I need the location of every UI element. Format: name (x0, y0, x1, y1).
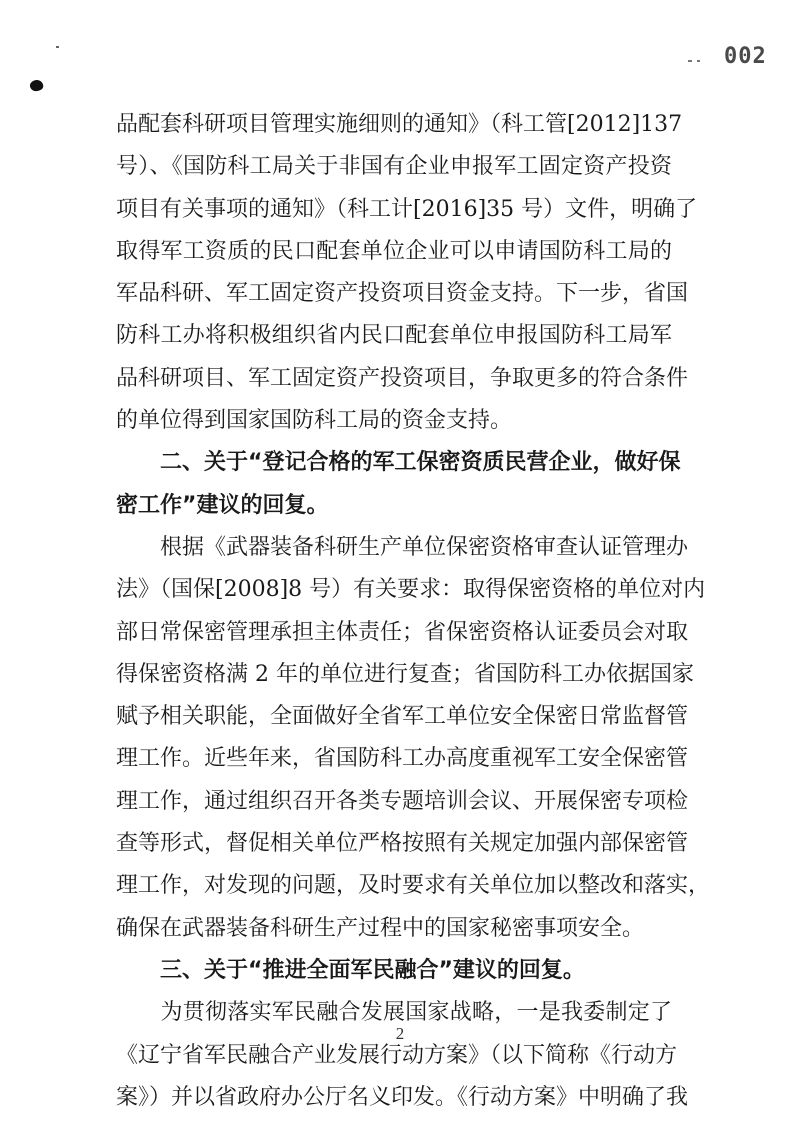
text-line: 项目有关事项的通知》（科工计[2016]35 号）文件，明确了 (116, 196, 698, 222)
page-number: 2 (395, 1024, 405, 1043)
text-line: 查等形式，督促相关单位严格按照有关规定加强内部保密管 (116, 831, 689, 857)
section-heading-2: 二、关于“登记合格的军工保密资质民营企业，做好保 (116, 450, 681, 476)
text-line: 根据《武器装备科研生产单位保密资格审查认证管理办 (116, 534, 689, 560)
text-line: 军品科研、军工固定资产投资项目资金支持。下一步，省国 (116, 281, 689, 307)
text-line: 赋予相关职能，全面做好全省军工单位安全保密日常监督管 (116, 704, 689, 730)
scan-speck (56, 46, 59, 48)
text-line: 品科研项目、军工固定资产投资项目，争取更多的符合条件 (116, 365, 689, 391)
text-line: 取得军工资质的民口配套单位企业可以申请国防科工局的 (116, 238, 672, 264)
text-line: 法》（国保[2008]8 号）有关要求：取得保密资格的单位对内 (116, 577, 706, 603)
text-line: 为贯彻落实军民融合发展国家战略，一是我委制定了 (116, 1000, 672, 1026)
text-line: 理工作，对发现的问题，及时要求有关单位加以整改和落实， (116, 873, 711, 899)
text-line: 案》）并以省政府办公厅名义印发。《行动方案》中明确了我 (116, 1084, 689, 1110)
document-body (116, 104, 711, 1119)
page-stamp-number: 002 (724, 44, 767, 69)
text-line: 防科工办将积极组织省内民口配套单位申报国防科工局军 (116, 323, 672, 349)
punch-hole-mark (29, 79, 44, 93)
text-line: 理工作。近些年来，省国防科工办高度重视军工安全保密管 (116, 746, 689, 772)
text-line: 确保在武器装备科研生产过程中的国家秘密事项安全。 (116, 915, 645, 941)
text-line: 得保密资格满 2 年的单位进行复查；省国防科工办依据国家 (116, 661, 694, 687)
section-heading-2-cont: 密工作”建议的回复。 (116, 492, 329, 518)
text-line: 品配套科研项目管理实施细则的通知》（科工管[2012]137 (116, 112, 683, 137)
scan-speck (697, 60, 700, 62)
section-heading-3: 三、关于“推进全面军民融合”建议的回复。 (116, 957, 585, 983)
text-line: 《辽宁省军民融合产业发展行动方案》（以下简称《行动方 (116, 1042, 678, 1068)
scan-speck (688, 60, 692, 62)
text-line: 理工作，通过组织召开各类专题培训会议、开展保密专项检 (116, 788, 689, 814)
text-line: 部日常保密管理承担主体责任；省保密资格认证委员会对取 (116, 619, 689, 645)
text-line: 号）、《国防科工局关于非国有企业申报军工固定资产投资 (116, 154, 672, 180)
text-line: 的单位得到国家国防科工局的资金支持。 (116, 408, 513, 434)
